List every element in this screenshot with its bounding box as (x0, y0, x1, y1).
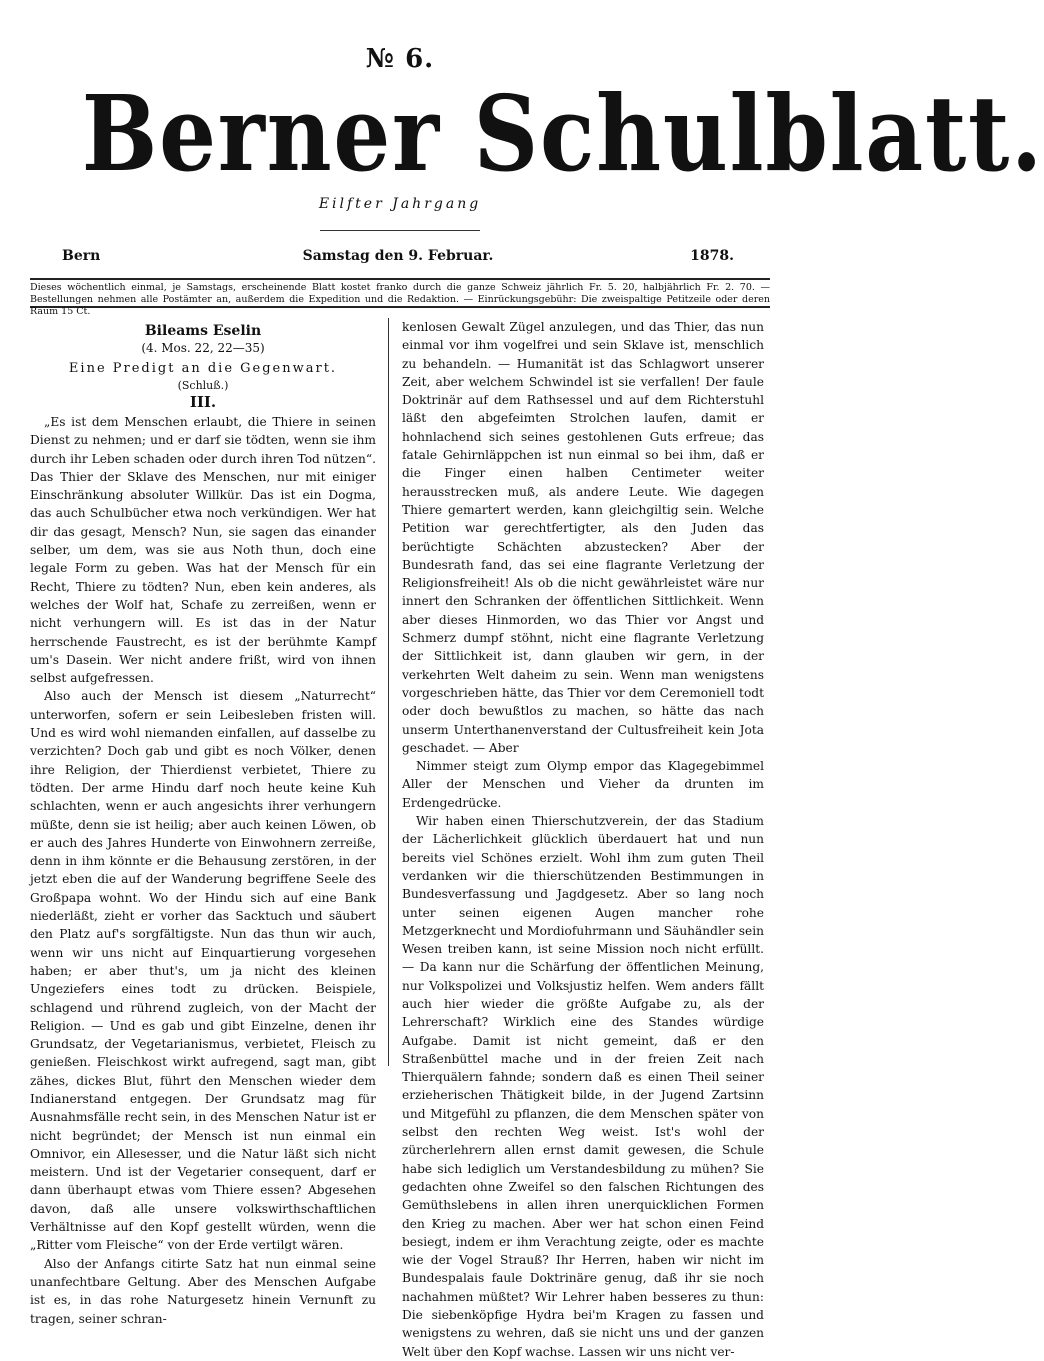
right-column (402, 318, 764, 1359)
article-reference: (4. Mos. 22, 22—35) (141, 341, 265, 355)
paragraph: Wir haben einen Thierschutzverein, der das Stadium der Lächerlichkeit glücklich überdauert hat und nun bereits viel Schönes erzielt. Wohl ihm zum guten Theil verdanken wir die thierschützenden Bestimmungen in Bundesverfassung und Jagdgesetz. Aber so lang noch unter seinen eigenen Augen mancher rohe Metzgerknecht und Mordiofuhrmann und Säuhändler sein Wesen treiben kann, ist seine Mission noch nicht erfüllt. — Da kann nur die Schärfung der öffentlichen Meinung, nur Volkspolizei und Volksjustiz helfen. Wem anders fällt auch hier wieder die größte Aufgabe zu, als der Lehrerschaft? Wirklich eine des Standes würdige Aufgabe. Damit ist nicht gemeint, daß er den Straßenbüttel mache und in der freien Zeit nach Thierquälern fahnde; sondern daß es einen Theil seiner erzieherischen Thätigkeit bilde, in der Jugend Zartsinn und Mitgefühl zu pflanzen, die dem Menschen später von selbst den rechten Weg weist. Ist's wohl der zürcherlehrern allen ernst damit gewesen, die Schule habe sich lediglich um Verstandesbildung zu mühen? Sie gedachten ohne Zweifel so den falschen Richtungen des Gemüthslebens in allen ihren unerquicklichen Formen den Krieg zu machen. Aber wer hat schon einen Feind besiegt, indem er ihm Verachtung zeigte, oder es machte wie der Vogel Strauß? Ihr Herren, haben wir nicht im Bundespalais faule Doktrinäre genug, daß ihr sie noch nachahmen müßtet? Wir Lehrer haben besseres zu thun: Die siebenköpfige Hydra bei'm Kragen zu fassen und wenigstens zu wehren, daß sie nicht uns und der ganzen Welt über den Kopf wachse. Lassen wir uns nicht ver- (402, 814, 764, 1359)
article-title: Bileams Eselin (144, 323, 262, 339)
issue-number: № 6. (365, 44, 435, 74)
paragraph: Also der Anfangs citirte Satz hat nun einmal seine unanfechtbare Geltung. Aber des Menschen Aufgabe ist es, in das rohe Naturgesetz hinein Vernunft zu tragen, seiner schran- (30, 1256, 376, 1326)
year: 1878. (690, 248, 734, 264)
article-continuation: (Schluß.) (177, 379, 229, 392)
paragraph: „Es ist dem Menschen erlaubt, die Thiere in seinen Dienst zu nehmen; und er darf sie tödten, wenn sie ihm durch ihr Leben schaden oder durch ihren Tod nützen“. Das Thier der Sklave des Menschen, nur mit einiger Einschränkung absoluter Willkür. Das ist ein Dogma, das auch Schulbücher etwa noch verkündigen. Wer hat dir das gesagt, Mensch? Nun, sie sagen das einander selber, um dem, was sie aus Noth thun, doch eine legale Form zu geben. Was hat der Mensch für ein Recht, Thiere zu tödten? Nun, eben kein anderes, als welches der Wolf hat, Schafe zu zerreißen, wenn er nicht verhungern will. Es ist das in der Natur herrschende Faustrecht, es ist der berühmte Kampf um's Dasein. Wer nicht andere frißt, wird von ihnen selbst aufgefressen. (30, 415, 376, 686)
masthead-title: Berner Schulblatt. (81, 72, 1044, 195)
place: Bern (62, 248, 101, 264)
paragraph: Also auch der Mensch ist diesem „Naturrecht“ unterworfen, sofern er sein Leibesleben fristen will. Und es wird wohl niemanden einfallen, auf dasselbe zu verzichten? Doch gab und gibt es noch Völker, denen ihre Religion, der Thierdienst verbietet, Thiere zu tödten. Der arme Hindu darf noch heute keine Kuh schlachten, wenn er auch angesichts ihrer verhungern müßte, denn sie ist heilig; aber auch keinen Löwen, ob er auch des Jahres Hunderte von Einwohnern zerreiße, denn in ihm könnte er die Behausung zerstören, in der jetzt eben die auf der Wanderung begriffene Seele des Großpapa wohnt. Wo der Hindu sich auf eine Bank niederläßt, zieht er vorher das Sacktuch und säubert den Platz auf's sorgfältigste. Nun das thun wir auch, wenn wir uns nicht auf Einquartierung vorgesehen haben; er aber thut's, um ja nicht des kleinen Ungeziefers eines todt zu drücken. Beispiele, schlagend und rührend zugleich, von der Macht der Religion. — Und es gab und gibt Einzelne, denen ihr Grundsatz, der Vegetarianismus, verbietet, Fleisch zu genießen. Fleischkost wirkt aufregend, sagt man, gibt zähes, dickes Blut, führt den Menschen wieder dem Indianerstand entgegen. Der Grundsatz mag für Ausnahmsfälle recht sein, in des Menschen Natur ist er nicht begründet; der Mensch ist nun einmal ein Omnivor, ein Allesesser, und die Natur läßt sich nicht meistern. Und ist der Vegetarier consequent, darf er dann überhaupt etwas vom Thiere essen? Abgesehen davon, daß alle unsere volkswirthschaftlichen Verhältnisse auf den Kopf gestellt würden, wenn die „Ritter vom Fleische“ von der Erde vertilgt wären. (30, 689, 376, 1253)
date: Samstag den 9. Februar. (302, 248, 494, 264)
dateline (62, 248, 734, 268)
masthead-rule (320, 230, 480, 231)
volume-year: Eilfter Jahrgang (318, 196, 482, 212)
section-number: III. (189, 393, 217, 411)
left-column (30, 322, 376, 1326)
column-divider (388, 318, 389, 1066)
subscription-notice: Dieses wöchentlich einmal, je Samstags, erscheinende Blatt kostet franko durch die ganze Schweiz jährlich Fr. 5. 20, halbjährlich Fr. 2. 70. — Bestellungen nehmen alle Postämter an, außerdem die Expedition und die Redaktion. — Einrückungsgebühr: Die zweispaltige Petitzeile oder deren Raum 15 Ct. (30, 278, 770, 308)
verse-quote: Nimmer steigt zum Olymp empor das Klagegebimmel Aller der Menschen und Vieher da drunten im Erdengedrücke. (402, 759, 764, 810)
paragraph: kenlosen Gewalt Zügel anzulegen, und das Thier, das nun einmal vor ihm vogelfrei und sein Sklave ist, menschlich zu behandeln. — Humanität ist das Schlagwort unserer Zeit, aber welchem Schwindel ist sie verfallen! Der faule Doktrinär auf dem Rathsessel und auf dem Richterstuhl läßt den abgefeimten Strolchen laufen, damit er hohnlachend sich seines gestohlenen Guts erfreue; das fatale Gehirnläppchen ist nun einmal so bei ihm, daß er die Finger einen halben Centimeter weiter herausstrecken muß, als andere Leute. Wie dagegen Thiere gemartert werden, kann gleichgiltig sein. Welche Petition war gerechtfertigter, als den Juden das berüchtigte Schächten abzustecken? Aber der Bundesrath fand, das sei eine flagrante Verletzung der Religionsfreiheit! Als ob die nicht gewährleistet wäre nur innert den Schranken der öffentlichen Sittlichkeit. Wenn aber dieses Hinmorden, wo das Thier vor Angst und Schmerz dumpf stöhnt, nicht eine flagrante Verletzung der Sittlichkeit ist, dann glauben wir gern, in der verkehrten Welt daheim zu sein. Wenn man wenigstens vorgeschrieben hätte, das Thier vor dem Ceremoniell todt oder doch bewußtlos zu machen, so hätte das nach unserm Unterthanenverstand der Cultusfreiheit kein Jota geschadet. — Aber (402, 320, 764, 755)
article-subtitle: Eine Predigt an die Gegenwart. (68, 361, 338, 376)
